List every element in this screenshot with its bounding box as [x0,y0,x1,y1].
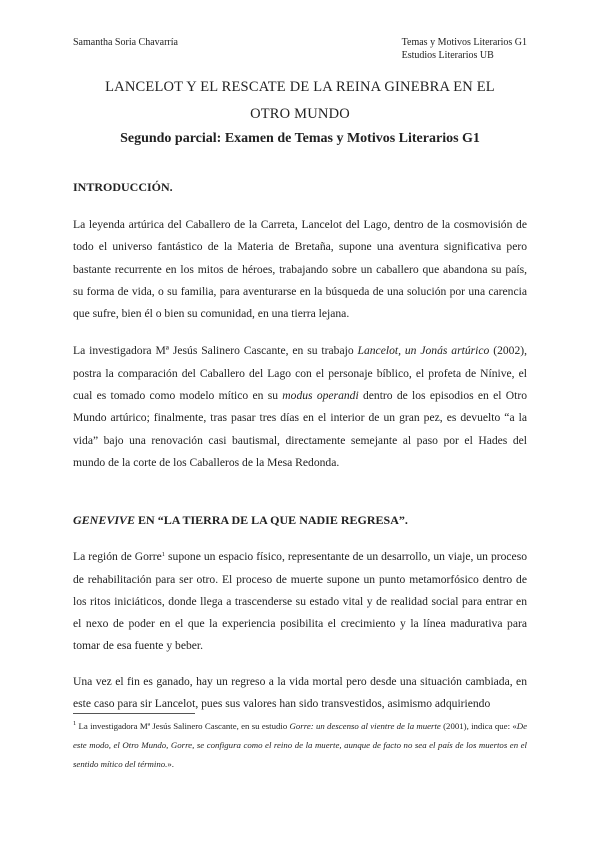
footnote-reference[interactable]: 1 [161,551,166,559]
p2-text-b: (2002), postra la comparación del Caballero del Lago con el personaje bíblico, el profeta de Nínive, el cual es tomado como modelo mítico en su [73,344,528,403]
intro-paragraph-1: La leyenda artúrica del Caballero de la Carreta, Lancelot del Lago, dentro de la cosmovisión de todo el universo fantástico de la Materia de Bretaña, supone una aventura significativa pero bastante recurrente en los mitos de héroes, trabajando sobre un caballero que abandona su país, su forma de vida, o su familia, para aventurarse en la búsqueda de una solución por una carencia que sufre, bien él o bien su comunidad, en una tierra lejana. [73,218,527,321]
footnote-text-a: La investigadora Mª Jesús Salinero Cascante, en su estudio [76,721,290,731]
header-course: Temas y Motivos Literarios G1 [401,37,527,48]
title-line-2: OTRO MUNDO [250,106,350,122]
p3-text-b: supone un espacio físico, representante de un desarrollo, un viaje, un proceso de rehabilitación para ser otro. El proceso de muerte supone un punto metamorfósico dentro de los ritos iniciáticos, donde llega a trascenderse su estado vital y de realidad social para entrar en el nexo de poder en el que la experiencia posibilita el crecimiento y la línea madurativa para tomar de esa fuente y beber. [73,550,527,653]
section-2-heading-rest: EN “LA TIERRA DE LA QUE NADIE REGRESA”. [135,513,408,528]
section-2-heading [73,512,527,528]
header-institution: Estudios Literarios UB [401,50,494,61]
section-2-heading-italic: GENEVIVE [73,513,136,528]
section-2-paragraph-2: Una vez el fin es ganado, hay un regreso a la vida mortal pero desde una situación cambiada, en este caso para sir Lancelot, pues sus valores han sido transvestidos, asimismo adquiriendo [73,674,527,711]
footnote-number: 1 [73,720,77,727]
document-body [73,74,527,715]
document-subtitle: Segundo parcial: Examen de Temas y Motivos Literarios G1 [120,131,480,146]
document-title [73,74,527,128]
footnote-text-b: (2001), indica que: « [440,721,517,731]
intro-paragraph-2 [73,340,527,474]
footnote-text-c: ». [167,759,174,769]
p2-text-a: La investigadora Mª Jesús Salinero Cascante, en su trabajo [73,344,358,358]
footnote [73,717,527,774]
p2-work-title: Lancelot, un Jonás artúrico [357,344,490,358]
title-line-1: LANCELOT Y EL RESCATE DE LA REINA GINEBRA EN EL [105,79,495,95]
intro-heading: INTRODUCCIÓN. [73,180,173,194]
p2-latin-term: modus operandi [282,389,359,403]
footnote-quote: De este modo, el Otro Mundo, Gorre, se configura como el reino de la muerte, aunque de facto no sea el país de los muertos en el sentido mítico del término. [73,721,527,769]
p3-text-a: La región de Gorre [73,550,162,564]
p2-text-c: dentro de los episodios en el Otro Mundo artúrico; finalmente, tras pasar tres días en el interior de un gran pez, es devuelto “a la vida” bajo una renovación casi bautismal, directamente semejante al paso por el Hades del mundo de la corte de los Caballeros de la Mesa Redonda. [73,389,527,469]
footnote-divider [73,713,195,714]
header-author: Samantha Soria Chavarría [73,37,178,48]
section-2-paragraph-1 [73,546,527,657]
footnote-work-title: Gorre: un descenso al vientre de la muerte [289,721,441,731]
header-course-info [402,36,527,62]
